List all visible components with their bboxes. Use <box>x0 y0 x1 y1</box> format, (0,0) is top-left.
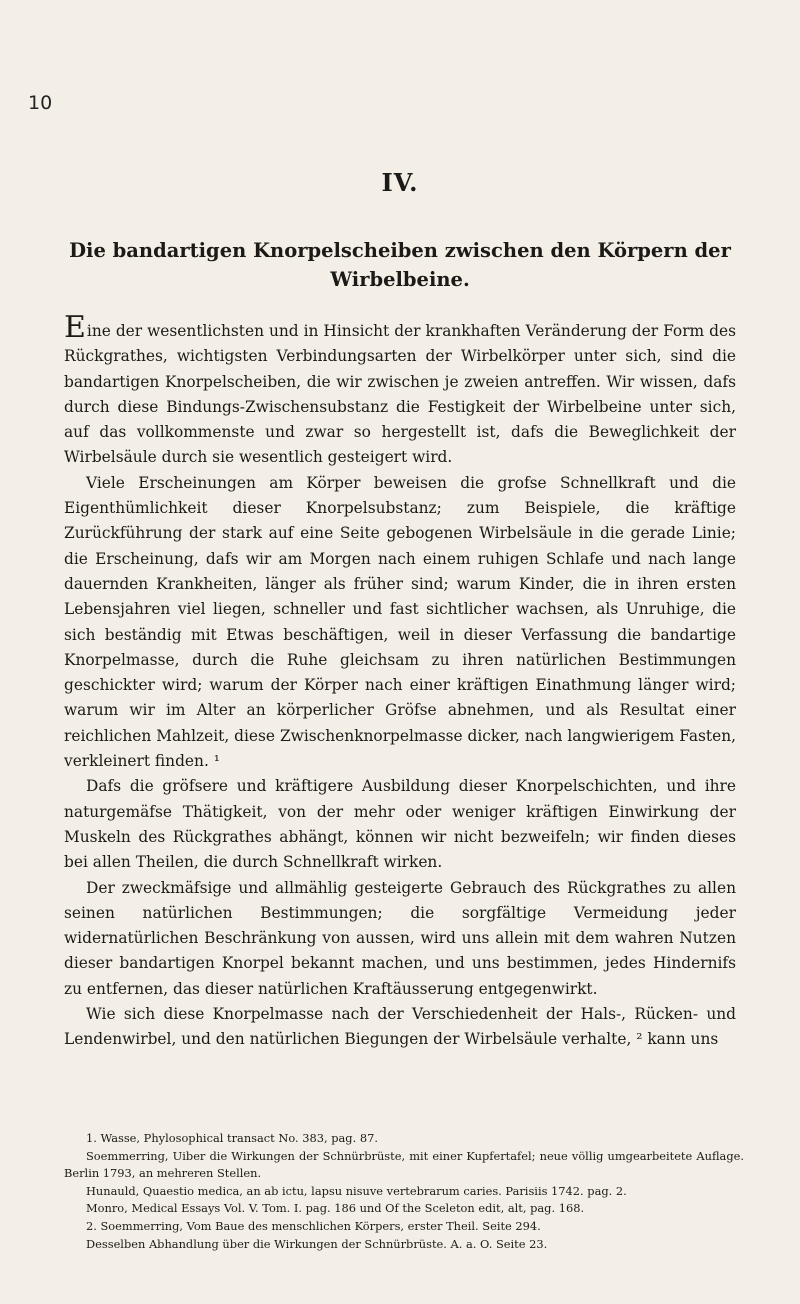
footnote-1-c: Hunauld, Quaestio medica, an ab ictu, lapsu nisuve vertebrarum caries. Parisiis 1742. pag. 2. <box>86 1183 627 1198</box>
paragraph-3: Dafs die gröfsere und kräftigere Ausbildung dieser Knorpelschichten, und ihre naturgemäfse Thätigkeit, von der mehr oder weniger kräftigen Einwirkung der Muskeln des Rückgrathes abhängt, können wir nicht bezweifeln; wir finden dieses bei allen Theilen, die durch Schnellkraft wirken. <box>64 777 736 872</box>
body-text <box>64 310 736 1053</box>
footnote-ref-1: ¹ <box>208 752 220 771</box>
paragraph-1 <box>64 310 736 471</box>
footnotes <box>64 1130 744 1253</box>
footnote-2: 2. Soemmerring, Vom Baue des menschlichen Körpers, erster Theil. Seite 294. <box>86 1218 541 1233</box>
footnote-1-d: Monro, Medical Essays Vol. V. Tom. I. pag. 186 und Of the Sceleton edit, alt, pag. 168. <box>86 1201 585 1216</box>
drop-cap: E <box>64 310 86 345</box>
paragraph-2-text: Viele Erscheinungen am Körper beweisen die grofse Schnellkraft und die Eigenthümlichkeit dieser Knorpelsubstanz; zum Beispiele, die kräftige Zurückführung der stark auf eine Seite gebogenen Wirbelsäule in die gerade Linie; die Erscheinung, dafs wir am Morgen nach einem ruhigen Schlafe und nach lange dauernden Krankheiten, länger als früher sind; warum Kinder, die in ihren ersten Lebensjahren viel liegen, schneller und fast sichtlicher wachsen, als Unruhige, die sich beständig mit Etwas beschäftigen, weil in dieser Verfassung die bandartige Knorpelmasse, durch die Ruhe gleichsam zu ihren natürlichen Bestimmungen geschickter wird; warum der Körper nach einer kräftigen Einathmung länger wird; warum wir im Alter an körperlicher Gröfse abnehmen, und als Resultat einer reichlichen Mahlzeit, diese Zwischenknorpelmasse dicker, nach langwierigem Fasten, verkleinert finden. <box>64 473 736 771</box>
paragraph-2 <box>64 471 736 775</box>
paragraph-5-tail: kann uns <box>642 1030 719 1049</box>
chapter-number: IV. <box>381 168 419 197</box>
paragraph-4: Der zweckmäfsige und allmählig gesteigerte Gebrauch des Rückgrathes zu allen seinen natürlichen Bestimmungen; die sorgfältige Vermeidung jeder widernatürlichen Beschränkung von aussen, wird uns allein mit dem wahren Nutzen dieser bandartigen Knorpel bekannt machen, und uns bestimmen, jedes Hindernifs zu entfernen, das dieser natürlichen Kraftäusserung entgegenwirkt. <box>64 878 736 998</box>
footnote-2-b: Desselben Abhandlung über die Wirkungen der Schnürbrüste. A. a. O. Seite 23. <box>86 1236 548 1251</box>
footnote-1-b: Soemmerring, Uiber die Wirkungen der Schnürbrüste, mit einer Kupfertafel; neue völlig umgearbeitete Auflage. Berlin 1793, an mehreren Stellen. <box>64 1148 744 1181</box>
paragraph-1-text: ine der wesentlichsten und in Hinsicht der krankhaften Veränderung der Form des Rückgrathes, wichtigsten Verbindungsarten der Wirbelkörper unter sich, sind die bandartigen Knorpelscheiben, die wir zwischen je zweien antreffen. Wir wissen, dafs durch diese Bindungs-Zwischensubstanz die Festigkeit der Wirbelbeine unter sich, auf das vollkommenste und zwar so hergestellt ist, dafs die Beweglichkeit der Wirbelsäule durch sie wesentlich gesteigert wird. <box>64 322 736 467</box>
paragraph-5 <box>64 1002 736 1053</box>
footnote-1: 1. Wasse, Phylosophical transact No. 383, pag. 87. <box>86 1131 378 1145</box>
page-number: 10 <box>28 92 53 114</box>
footnote-ref-2: ² <box>631 1030 643 1049</box>
paragraph-5-text: Wie sich diese Knorpelmasse nach der Verschiedenheit der Hals-, Rücken- und Lendenwirbel, und den natürlichen Biegungen der Wirbelsäule verhalte, <box>64 1005 736 1049</box>
chapter-title: Die bandartigen Knorpelscheiben zwischen den Körpern der Wirbelbeine. <box>69 239 731 291</box>
